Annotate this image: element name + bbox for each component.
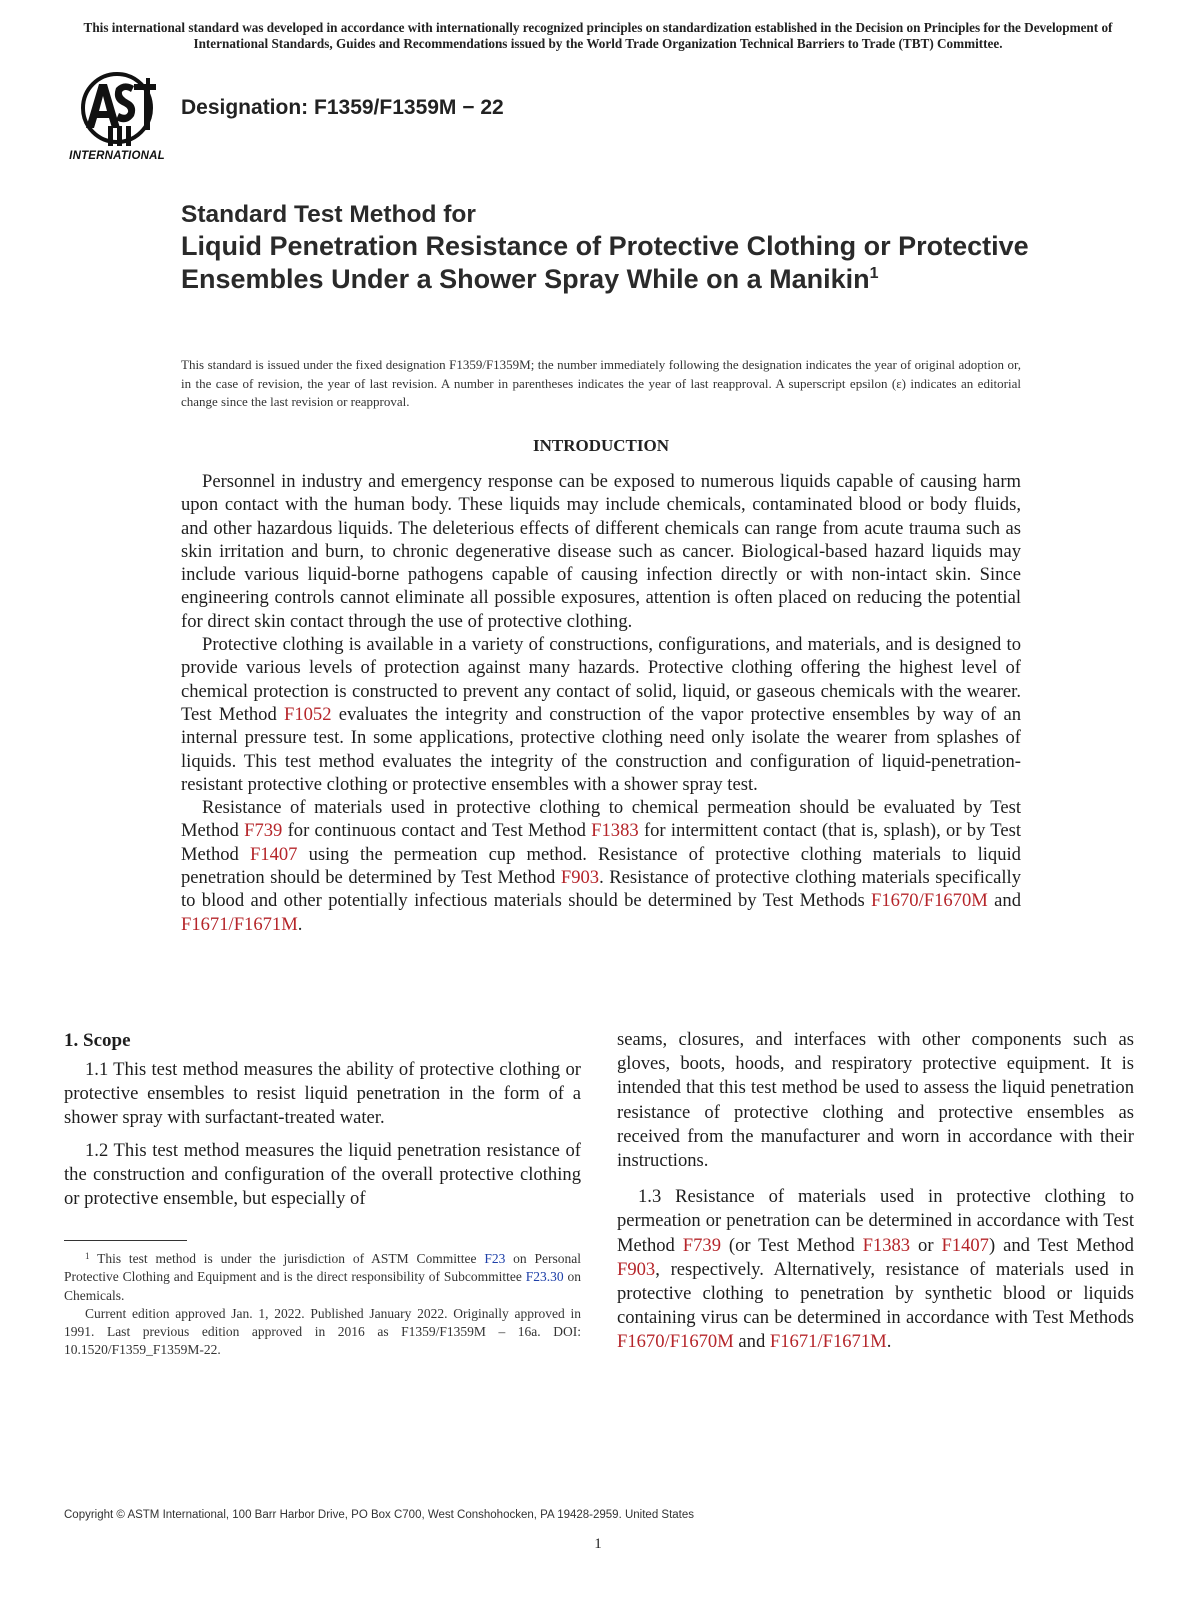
footnote [64,1250,581,1360]
text-run: Resistance of materials used in protective clothing to chemical permeation should be evaluated by Test Method [181,797,1021,842]
copyright: Copyright © ASTM International, 100 Barr Harbor Drive, PO Box C700, West Conshohocken, PA 19428-2959. United States [64,1509,695,1521]
link-f1407[interactable]: F1407 [249,843,298,865]
text-run: 1.3 Resistance of materials used in protective clothing to permeation or penetration can be determined in accordance with Test Method [617,1186,1134,1256]
wto-notice: This international standard was developed in accordance with internationally recognized principles on standardization established in the Decision on Principles for the Development of International Standards, Guides and Recommendations issued by the World Trade Organization Technical Barriers to Trade (TBT) Committee. [83,20,1113,51]
section-1-3 [617,1185,1134,1354]
title-main [181,230,1081,296]
document-title [181,200,1081,296]
link-f1383[interactable]: F1383 [591,820,639,842]
link-f739[interactable]: F739 [682,1234,721,1256]
astm-logo [64,70,170,166]
text-run: on Personal Protective Clothing and Equipment and is the direct responsibility of Subcommittee [64,1251,581,1285]
link-f23[interactable]: F23 [484,1251,506,1266]
text-run: This test method is under the jurisdiction of ASTM Committee [89,1251,485,1266]
text-run: or [910,1234,942,1256]
logo-caption: INTERNATIONAL [69,150,165,162]
title-main-text: Liquid Penetration Resistance of Protective Clothing or Protective Ensembles Under a Shower Spray While on a Manikin [181,231,1029,294]
page-number: 1 [594,1536,602,1552]
link-f903[interactable]: F903 [560,867,600,889]
title-footnote-marker[interactable]: 1 [869,265,879,282]
footnote-1 [64,1250,581,1305]
issued-note: This standard is issued under the fixed designation F1359/F1359M; the number immediately following the designation indicates the year of original adoption or, in the case of revision, the year of last revision. A number in parentheses indicates the year of last reapproval. A superscript epsilon (ε) indicates an editorial change since the last revision or reapproval. [181,357,1021,409]
intro-paragraph-3 [181,796,1021,936]
scope-heading: 1. Scope [64,1030,131,1051]
text-run: (or Test Method [721,1234,863,1256]
text-run: and [733,1331,770,1353]
link-f1052[interactable]: F1052 [283,703,332,725]
section-1-2-start: 1.2 This test method measures the liquid penetration resistance of the construction and configuration of the overall protective clothing or protective ensemble, but especially of [64,1139,581,1210]
text-run: . Resistance of protective clothing materials specifically to blood and other potentially infectious materials should be determined by Test Methods [181,867,1021,912]
right-column [617,1028,1134,1355]
introduction-heading: INTRODUCTION [532,436,670,455]
section-1-1: 1.1 This test method measures the ability of protective clothing or protective ensembles to resist liquid penetration in the form of a shower spray with surfactant-treated water. [64,1059,581,1129]
left-column [64,1028,581,1211]
footnote-edition: Current edition approved Jan. 1, 2022. Published January 2022. Originally approved in 1991. Last previous edition approved in 2016 as F1359/F1359M – 16a. DOI: 10.1520/F1359_F1359M-22. [64,1305,581,1358]
text-run: on Chemicals. [64,1269,581,1303]
text-run: , respectively. Alternatively, resistance of materials used in protective clothing to penetration by synthetic blood or liquids containing virus can be determined in accordance with Test Methods [617,1258,1134,1329]
link-f1671[interactable]: F1671/F1671M [181,913,298,935]
text-run: . [297,913,303,935]
text-run: evaluates the integrity and construction of the vapor protective ensembles by way of an internal pressure test. In some applications, protective clothing need only isolate the wearer from splashes of liquids. This test method evaluates the integrity of the construction and configuration of liquid-penetration-resistant protective clothing or protective ensembles with a shower spray test. [181,703,1022,795]
footnote-marker: 1 [85,1251,90,1261]
intro-paragraph-2 [181,633,1021,796]
text-run: using the permeation cup method. Resistance of protective clothing materials to liquid penetration should be determined by Test Method [181,843,1021,889]
intro-paragraph-1: Personnel in industry and emergency response can be exposed to numerous liquids capable of causing harm upon contact with the human body. These liquids may include chemicals, contaminated blood or body fluids, and other hazardous liquids. The deleterious effects of different chemicals can range from acute trauma such as skin irritation and burn, to chronic degenerative disease such as cancer. Biological-based hazard liquids may include various liquid-borne pathogens capable of causing infection directly or with non-intact skin. Since engineering controls cannot eliminate all possible exposures, attention is often placed on reducing the potential for direct skin contact through the use of protective clothing. [181,471,1021,632]
astm-international-logo-icon [64,70,170,150]
text-run: and [987,890,1021,912]
text-run: ) and Test Method [988,1234,1134,1256]
text-run: for continuous contact and Test Method [282,820,592,842]
link-f1670[interactable]: F1670/F1670M [617,1331,734,1353]
text-run: . [886,1331,892,1353]
link-f739[interactable]: F739 [244,820,283,842]
designation: Designation: F1359/F1359M − 22 [181,96,504,119]
link-f1670[interactable]: F1670/F1670M [871,890,988,912]
text-run: for intermittent contact (that is, splash), or by Test Method [181,820,1021,865]
footnote-divider [64,1240,187,1241]
section-1-2-continued: seams, closures, and interfaces with other components such as gloves, boots, hoods, and respiratory protective equipment. It is intended that this test method be used to assess the liquid penetration resistance of protective clothing and protective ensembles as received from the manufacturer and worn in accordance with their instructions. [617,1029,1134,1172]
link-f1383[interactable]: F1383 [862,1234,911,1256]
title-line1: Standard Test Method for [181,201,476,228]
link-f903[interactable]: F903 [617,1258,656,1280]
link-f1671[interactable]: F1671/F1671M [769,1331,887,1353]
introduction-body [181,470,1021,936]
link-f23-30[interactable]: F23.30 [525,1269,564,1285]
text-run: Protective clothing is available in a variety of constructions, configurations, and materials, and is designed to provide various levels of protection against many hazards. Protective clothing offering the highest level of chemical protection is constructed to prevent any contact of solid, liquid, or gaseous chemicals with the wearer. Test Method [181,634,1021,725]
link-f1407[interactable]: F1407 [941,1234,989,1256]
